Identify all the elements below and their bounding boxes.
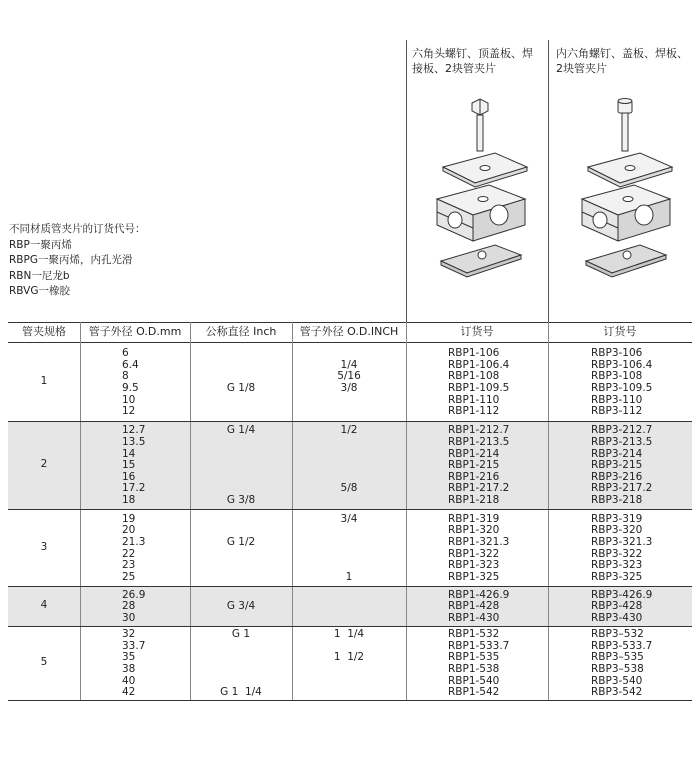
od-mm-cell: 14 [122, 447, 136, 460]
table-group [8, 586, 692, 626]
col-sep [548, 322, 549, 700]
order-a-cell: RBP1-428 [448, 600, 500, 613]
od-mm-cell: 21.3 [122, 535, 146, 548]
order-b-cell: RBP3-218 [591, 494, 643, 506]
col-sep [406, 322, 407, 700]
header-clamp-size: 管夹规格 [22, 325, 66, 338]
order-a-cell: RBP1-214 [448, 447, 500, 460]
nominal-cell: G 3/4 [226, 600, 256, 613]
hex-bolt-clamp-assembly-icon [425, 95, 535, 280]
nominal-cell: G 1/8 [226, 382, 256, 394]
od-inch-cell: 1/2 [340, 424, 358, 437]
clamp-size-cell: 2 [40, 458, 48, 470]
order-a-cell: RBP1-321.3 [448, 535, 510, 548]
header-order-no-b: 订货号 [603, 325, 637, 338]
order-b-cell: RBP3–532 [591, 628, 644, 641]
nominal-cell: G 1/4 [226, 424, 256, 437]
variant-a-description: 六角头螺钉、顶盖板、焊 接板、2块管夹片 [412, 47, 533, 75]
order-a-cell: RBP1-533.7 [448, 639, 510, 652]
od-inch-cell: 5/8 [340, 482, 358, 495]
order-a-cell: RBP1-325 [448, 570, 500, 583]
clamp-size-cell: 5 [40, 656, 48, 668]
order-a-cell: RBP1-218 [448, 494, 500, 506]
od-mm-cell: 40 [122, 674, 136, 687]
nominal-cell: G 3/8 [226, 494, 256, 506]
od-mm-cell: 8 [122, 370, 129, 383]
od-mm-cell: 20 [122, 524, 136, 537]
legend-item: RBP一聚丙烯 [9, 238, 72, 251]
legend-item: RBVG一橡胶 [9, 285, 70, 297]
order-b-cell: RBP3–538 [591, 663, 644, 675]
od-mm-cell: 13.5 [122, 436, 146, 448]
order-a-cell: RBP1-319 [448, 512, 500, 525]
legend-item: RBPG一聚丙烯，内孔光滑 [9, 254, 133, 266]
od-mm-cell: 16 [122, 470, 136, 483]
order-b-cell: RBP3-212.7 [591, 424, 653, 437]
od-mm-cell: 17.2 [122, 482, 146, 495]
od-inch-cell: 1/4 [340, 358, 358, 371]
material-code-legend [9, 222, 146, 300]
nominal-cell: G 1 1/4 [220, 686, 262, 699]
order-b-cell: RBP3-542 [591, 686, 643, 699]
od-mm-cell: 15 [122, 459, 136, 472]
order-b-cell: RBP3-325 [591, 570, 643, 583]
od-inch-cell: 1 [345, 570, 353, 583]
od-mm-cell: 9.5 [122, 382, 139, 394]
order-b-cell: RBP3-322 [591, 547, 643, 560]
variant-b-description: 内六角螺钉、盖板、焊板、 2块管夹片 [556, 47, 688, 75]
order-b-cell: RBP3-320 [591, 524, 643, 537]
od-mm-cell: 22 [122, 547, 136, 560]
order-b-cell: RBP3-108 [591, 370, 643, 383]
group-border [8, 700, 692, 701]
order-b-cell: RBP3-106 [591, 347, 643, 360]
legend-item: RBN一尼龙b [9, 269, 70, 282]
socket-bolt-clamp-assembly-icon [570, 95, 680, 280]
order-b-cell: RBP3-112 [591, 405, 643, 418]
order-b-cell: RBP3-109.5 [591, 382, 653, 394]
order-a-cell: RBP1-106 [448, 347, 500, 360]
group-border [8, 421, 692, 422]
order-b-cell: RBP3-216 [591, 470, 643, 483]
od-inch-cell: 3/8 [340, 382, 358, 394]
order-a-cell: RBP1-323 [448, 559, 500, 572]
order-a-cell: RBP1-320 [448, 524, 500, 537]
od-mm-cell: 6.4 [122, 358, 139, 371]
od-inch-cell: 1 1/4 [333, 628, 365, 641]
nominal-cell: G 1 [231, 628, 251, 641]
od-mm-cell: 25 [122, 570, 136, 583]
order-b-cell: RBP3-540 [591, 674, 643, 687]
column-divider-left [406, 40, 407, 322]
order-b-cell: RBP3-428 [591, 600, 643, 613]
header-od-mm: 管子外径 O.D.mm [88, 325, 182, 338]
clamp-size-cell: 3 [40, 540, 48, 553]
header-od-inch: 管子外径 O.D.INCH [299, 325, 399, 338]
order-b-cell: RBP3-110 [591, 393, 643, 406]
order-b-cell: RBP3-323 [591, 559, 643, 572]
od-mm-cell: 32 [122, 628, 136, 641]
order-b-cell: RBP3-213.5 [591, 436, 653, 448]
order-b-cell: RBP3–535 [591, 651, 644, 664]
order-a-cell: RBP1-108 [448, 370, 500, 383]
od-mm-cell: 12 [122, 405, 136, 418]
header-order-no-a: 订货号 [460, 325, 494, 338]
od-mm-cell: 19 [122, 512, 136, 525]
od-mm-cell: 6 [122, 347, 129, 360]
order-b-cell: RBP3-426.9 [591, 588, 653, 601]
order-a-cell: RBP1-217.2 [448, 482, 510, 495]
order-a-cell: RBP1-535 [448, 651, 500, 664]
group-border [8, 626, 692, 627]
order-a-cell: RBP1-112 [448, 405, 500, 418]
od-mm-cell: 33.7 [122, 639, 146, 652]
od-inch-cell: 5/16 [337, 370, 361, 383]
order-a-cell: RBP1-430 [448, 611, 500, 624]
od-mm-cell: 28 [122, 600, 136, 613]
od-mm-cell: 10 [122, 393, 136, 406]
order-b-cell: RBP3-214 [591, 447, 643, 460]
order-a-cell: RBP1-532 [448, 628, 500, 641]
od-inch-cell: 1 1/2 [333, 651, 365, 664]
order-a-cell: RBP1-538 [448, 663, 500, 675]
order-a-cell: RBP1-540 [448, 674, 500, 687]
od-mm-cell: 23 [122, 559, 136, 572]
col-sep [80, 322, 81, 700]
order-b-cell: RBP3-319 [591, 512, 643, 525]
order-a-cell: RBP1-213.5 [448, 436, 510, 448]
order-a-cell: RBP1-110 [448, 393, 500, 406]
od-inch-cell: 3/4 [340, 512, 358, 525]
header-nominal-inch: 公称直径 Inch [205, 325, 277, 338]
od-mm-cell: 12.7 [122, 424, 146, 437]
order-b-cell: RBP3-217.2 [591, 482, 653, 495]
order-a-cell: RBP1-216 [448, 470, 500, 483]
order-a-cell: RBP1-542 [448, 686, 500, 699]
od-mm-cell: 38 [122, 663, 136, 675]
od-mm-cell: 26.9 [122, 588, 146, 601]
clamp-size-cell: 4 [40, 599, 48, 611]
od-mm-cell: 30 [122, 611, 136, 624]
legend-title: 不同材质管夹片的订货代号： [9, 223, 146, 235]
col-sep [190, 322, 191, 700]
order-b-cell: RBP3-215 [591, 459, 643, 472]
order-a-cell: RBP1-212.7 [448, 424, 510, 437]
order-b-cell: RBP3-430 [591, 611, 643, 624]
order-a-cell: RBP1-322 [448, 547, 500, 560]
od-mm-cell: 42 [122, 686, 136, 699]
order-a-cell: RBP1-426.9 [448, 588, 510, 601]
order-b-cell: RBP3-106.4 [591, 358, 653, 371]
clamp-size-cell: 1 [40, 375, 48, 387]
order-a-cell: RBP1-215 [448, 459, 500, 472]
column-divider-right [548, 40, 549, 322]
group-border [8, 586, 692, 587]
nominal-cell: G 1/2 [226, 535, 256, 548]
od-mm-cell: 18 [122, 494, 136, 506]
od-mm-cell: 35 [122, 651, 136, 664]
group-border [8, 509, 692, 510]
order-a-cell: RBP1-109.5 [448, 382, 510, 394]
order-b-cell: RBP3-533.7 [591, 639, 653, 652]
order-a-cell: RBP1-106.4 [448, 358, 510, 371]
order-b-cell: RBP3-321.3 [591, 535, 653, 548]
